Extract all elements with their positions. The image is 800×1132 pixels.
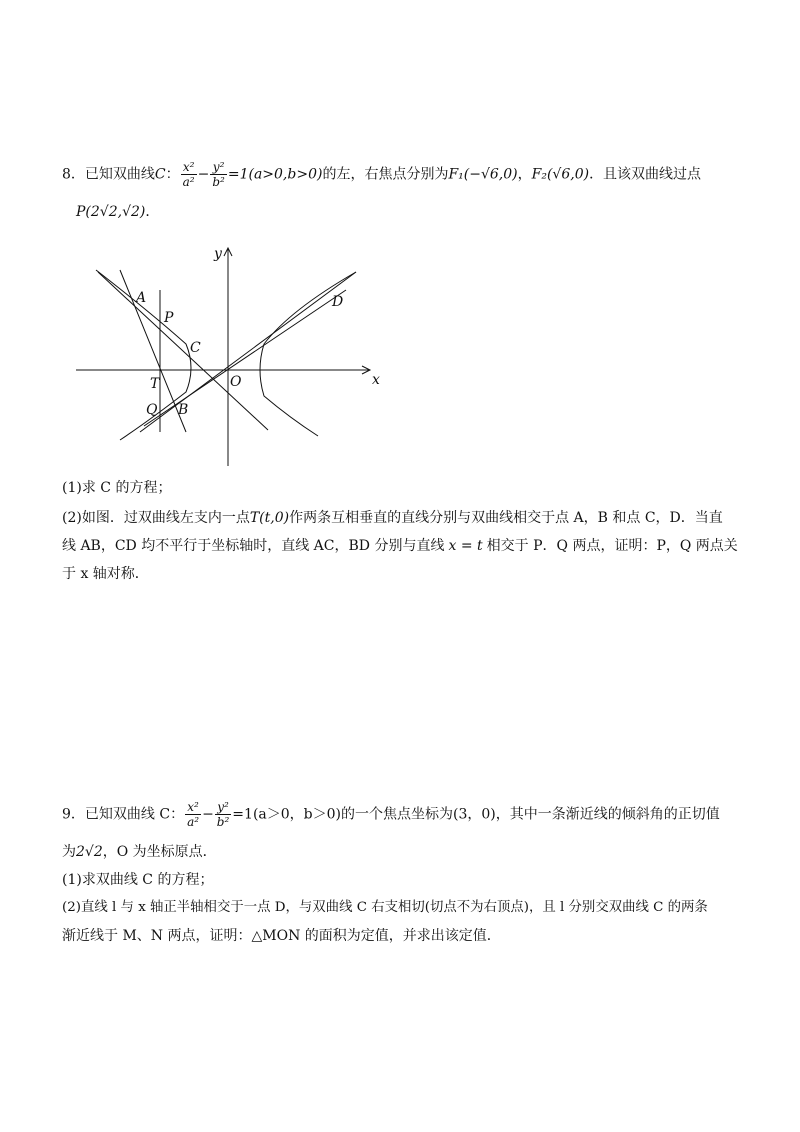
p8-frac-y-den: b²	[212, 175, 225, 189]
label-t: T	[150, 376, 160, 392]
label-q: Q	[146, 402, 158, 418]
p8-f1: F₁(−√6,0)	[448, 166, 518, 183]
label-p: P	[164, 310, 174, 326]
label-a: A	[136, 290, 147, 306]
p8-q2-xt: x = t	[448, 538, 483, 554]
p9-q1: (1)求双曲线 C 的方程；	[62, 872, 214, 888]
p8-q2-t: T(t,0)	[249, 510, 290, 526]
p8-intro-c: ．且该双曲线过点	[589, 166, 702, 183]
p8-q2-line2b: 相交于 P．Q 两点，证明：P，Q 两点关	[486, 538, 738, 554]
p8-frac-y-num: y²	[210, 160, 227, 175]
label-o: O	[230, 374, 242, 390]
p9-minus: −	[202, 806, 214, 823]
p8-eq-cond: =1(a>0,b>0)	[227, 166, 323, 183]
p8-q2-line2	[62, 536, 738, 556]
p8-intro-a: 已知双曲线	[84, 166, 155, 183]
p9-frac-x-den: a²	[187, 815, 200, 829]
p8-curve-name: C	[154, 166, 166, 183]
p9-frac-y	[215, 800, 232, 829]
line-bd	[144, 290, 346, 426]
p8-point: P(2√2,√2)	[76, 204, 146, 220]
p9-line1	[62, 800, 720, 829]
p9-intro-a: 已知双曲线 C：	[84, 806, 185, 823]
p8-q2-line2a: 线 AB，CD 均不平行于坐标轴时，直线 AC，BD 分别与直线	[62, 538, 445, 554]
p9-intro-b: (a＞0，b＞0)的一个焦点坐标为(3，0)，其中一条渐近线的倾斜角的正切值	[252, 806, 720, 823]
p8-number: 8．	[62, 166, 85, 183]
p8-frac-x-num: x²	[181, 160, 197, 175]
p9-q2-line1: (2)直线 l 与 x 轴正半轴相交于一点 D，与双曲线 C 右支相切(切点不为右顶点)，且 l 分别交双曲线 C 的两条	[62, 900, 708, 915]
p9-eq: =1	[232, 806, 253, 823]
p9-number: 9．	[62, 806, 85, 823]
p8-q1: (1)求 C 的方程；	[62, 480, 172, 496]
p9-line2-a: 为	[62, 844, 76, 860]
p9-line2	[62, 842, 217, 862]
p8-f2: F₂(√6,0)	[531, 166, 590, 183]
p9-tan-value: 2√2	[76, 844, 103, 860]
p8-sep: ，	[517, 166, 532, 183]
p9-frac-y-den: b²	[216, 815, 230, 829]
p9-line2-b: ，O 为坐标原点．	[102, 844, 217, 860]
p8-intro-b: 的左，右焦点分别为	[322, 166, 449, 183]
p9-q2-line2: 渐近线于 M、N 两点，证明：△MON 的面积为定值，并求出该定值．	[62, 928, 501, 944]
label-c: C	[190, 340, 201, 356]
p9-frac-x	[185, 800, 201, 829]
p9-frac-x-num: x²	[185, 800, 201, 815]
p8-q2-line1	[62, 508, 723, 528]
p8-frac-x-den: a²	[182, 175, 195, 189]
p9-frac-y-num: y²	[215, 800, 232, 815]
label-d: D	[332, 294, 344, 310]
p8-colon: ：	[165, 166, 180, 183]
p8-minus: −	[197, 166, 210, 183]
p8-q2-b: 作两条互相垂直的直线分别与双曲线相交于点 A，B 和点 C，D．当直	[289, 510, 723, 526]
p8-q2-line3: 于 x 轴对称．	[62, 566, 149, 582]
label-b: B	[178, 402, 189, 418]
line-cd	[140, 272, 356, 432]
p8-end: ．	[145, 204, 160, 220]
label-x: x	[372, 372, 380, 388]
p8-q2-a: (2)如图．过双曲线左支内一点	[62, 510, 250, 526]
label-y: y	[214, 246, 222, 262]
